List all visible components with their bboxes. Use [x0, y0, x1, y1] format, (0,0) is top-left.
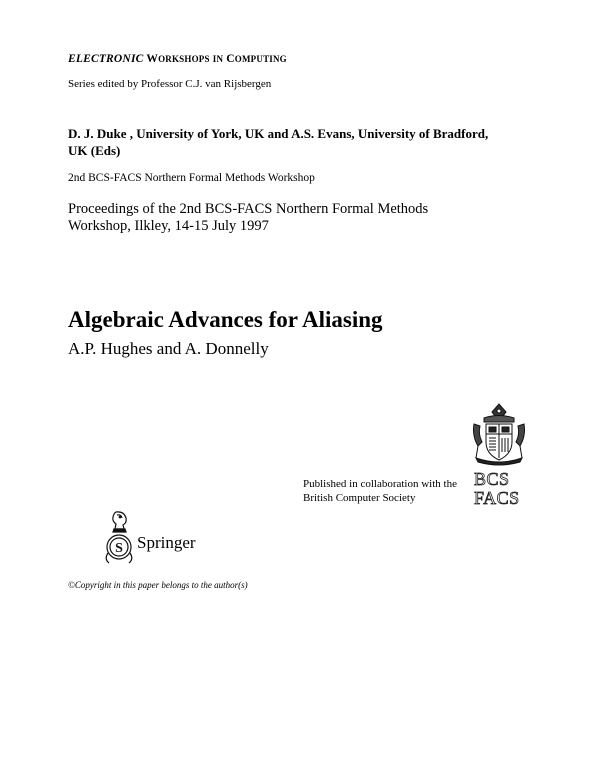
- proceedings-line-1: Proceedings of the 2nd BCS-FACS Northern Formal Methods: [68, 201, 429, 217]
- publisher-name: Springer: [137, 533, 196, 552]
- paper-title: Algebraic Advances for Aliasing: [68, 307, 383, 332]
- series-title: ELECTRONIC WORKSHOPS IN COMPUTING: [68, 53, 287, 65]
- proceedings-line-2: Workshop, Ilkley, 14-15 July 1997: [68, 218, 269, 234]
- springer-knight-icon: [104, 509, 134, 565]
- bcs-logo-line-1: BCS: [474, 469, 510, 489]
- bcs-crest-icon: [470, 402, 528, 468]
- bcs-facs-logo: [474, 470, 520, 508]
- series-title-italic: ELECTRONIC: [68, 53, 144, 65]
- editors-line-1: D. J. Duke , University of York, UK and A.S. Evans, University of Bradford,: [68, 126, 489, 141]
- collaboration-note: [303, 477, 457, 505]
- collaboration-line-2: British Computer Society: [303, 492, 416, 504]
- copyright-notice: ©Copyright in this paper belongs to the author(s): [68, 580, 248, 590]
- collaboration-line-1: Published in collaboration with the: [303, 478, 457, 490]
- bcs-logo-line-2: FACS: [474, 488, 520, 508]
- workshop-name: 2nd BCS-FACS Northern Formal Methods Workshop: [68, 172, 315, 184]
- svg-text:S: S: [115, 541, 123, 556]
- editors-line-2: UK (Eds): [68, 143, 121, 158]
- proceedings: [68, 201, 428, 235]
- volume-editors: [68, 125, 488, 159]
- series-editor: Series edited by Professor C.J. van Rijsbergen: [68, 78, 272, 90]
- paper-authors: A.P. Hughes and A. Donnelly: [68, 339, 269, 358]
